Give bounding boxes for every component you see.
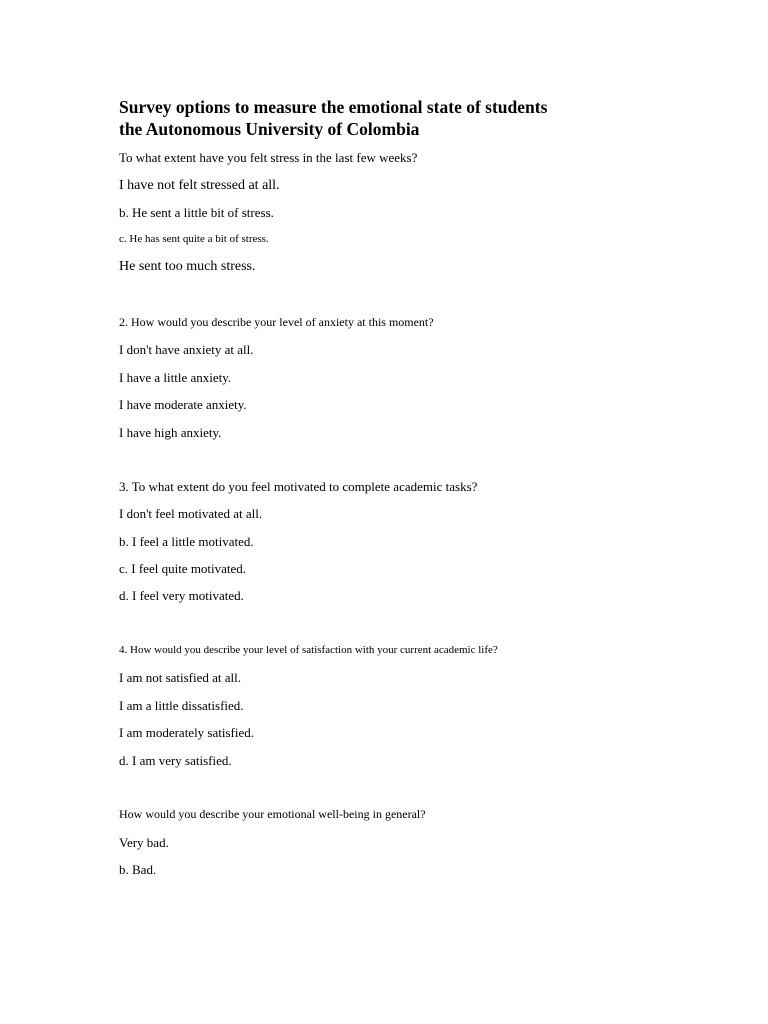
question-2-option-c: I have moderate anxiety.: [119, 397, 247, 412]
question-2-prompt: 2. How would you describe your level of anxiety at this moment?: [119, 315, 434, 329]
question-2-option-b: I have a little anxiety.: [119, 370, 232, 385]
question-1-prompt: To what extent have you felt stress in the last few weeks?: [119, 150, 418, 165]
question-4-option-c: I am moderately satisfied.: [119, 725, 255, 740]
question-3-option-b: b. I feel a little motivated.: [119, 534, 254, 549]
question-3-option-d: d. I feel very motivated.: [119, 588, 244, 603]
question-5-prompt: How would you describe your emotional well-being in general?: [119, 807, 426, 821]
question-4-option-a: I am not satisfied at all.: [119, 670, 242, 685]
question-1-option-a: I have not felt stressed at all.: [119, 178, 280, 193]
question-5-option-b: b. Bad.: [119, 862, 157, 877]
question-2-option-d: I have high anxiety.: [119, 425, 222, 440]
question-1-option-c: c. He has sent quite a bit of stress.: [119, 233, 269, 245]
document-title: [119, 96, 547, 140]
question-5-option-a: Very bad.: [119, 835, 169, 850]
question-3-option-a: I don't feel motivated at all.: [119, 506, 263, 521]
question-1-option-d: He sent too much stress.: [119, 259, 256, 274]
title-line-2: the Autonomous University of Colombia: [119, 119, 420, 139]
question-4-option-d: d. I am very satisfied.: [119, 753, 232, 768]
question-4-option-b: I am a little dissatisfied.: [119, 698, 244, 713]
question-4-prompt: 4. How would you describe your level of satisfaction with your current academic life?: [119, 644, 498, 656]
question-3-prompt: 3. To what extent do you feel motivated to complete academic tasks?: [119, 479, 478, 494]
question-1-option-b: b. He sent a little bit of stress.: [119, 205, 274, 220]
question-3-option-c: c. I feel quite motivated.: [119, 561, 247, 576]
title-line-1: Survey options to measure the emotional state of students: [119, 97, 548, 117]
question-2-option-a: I don't have anxiety at all.: [119, 342, 254, 357]
